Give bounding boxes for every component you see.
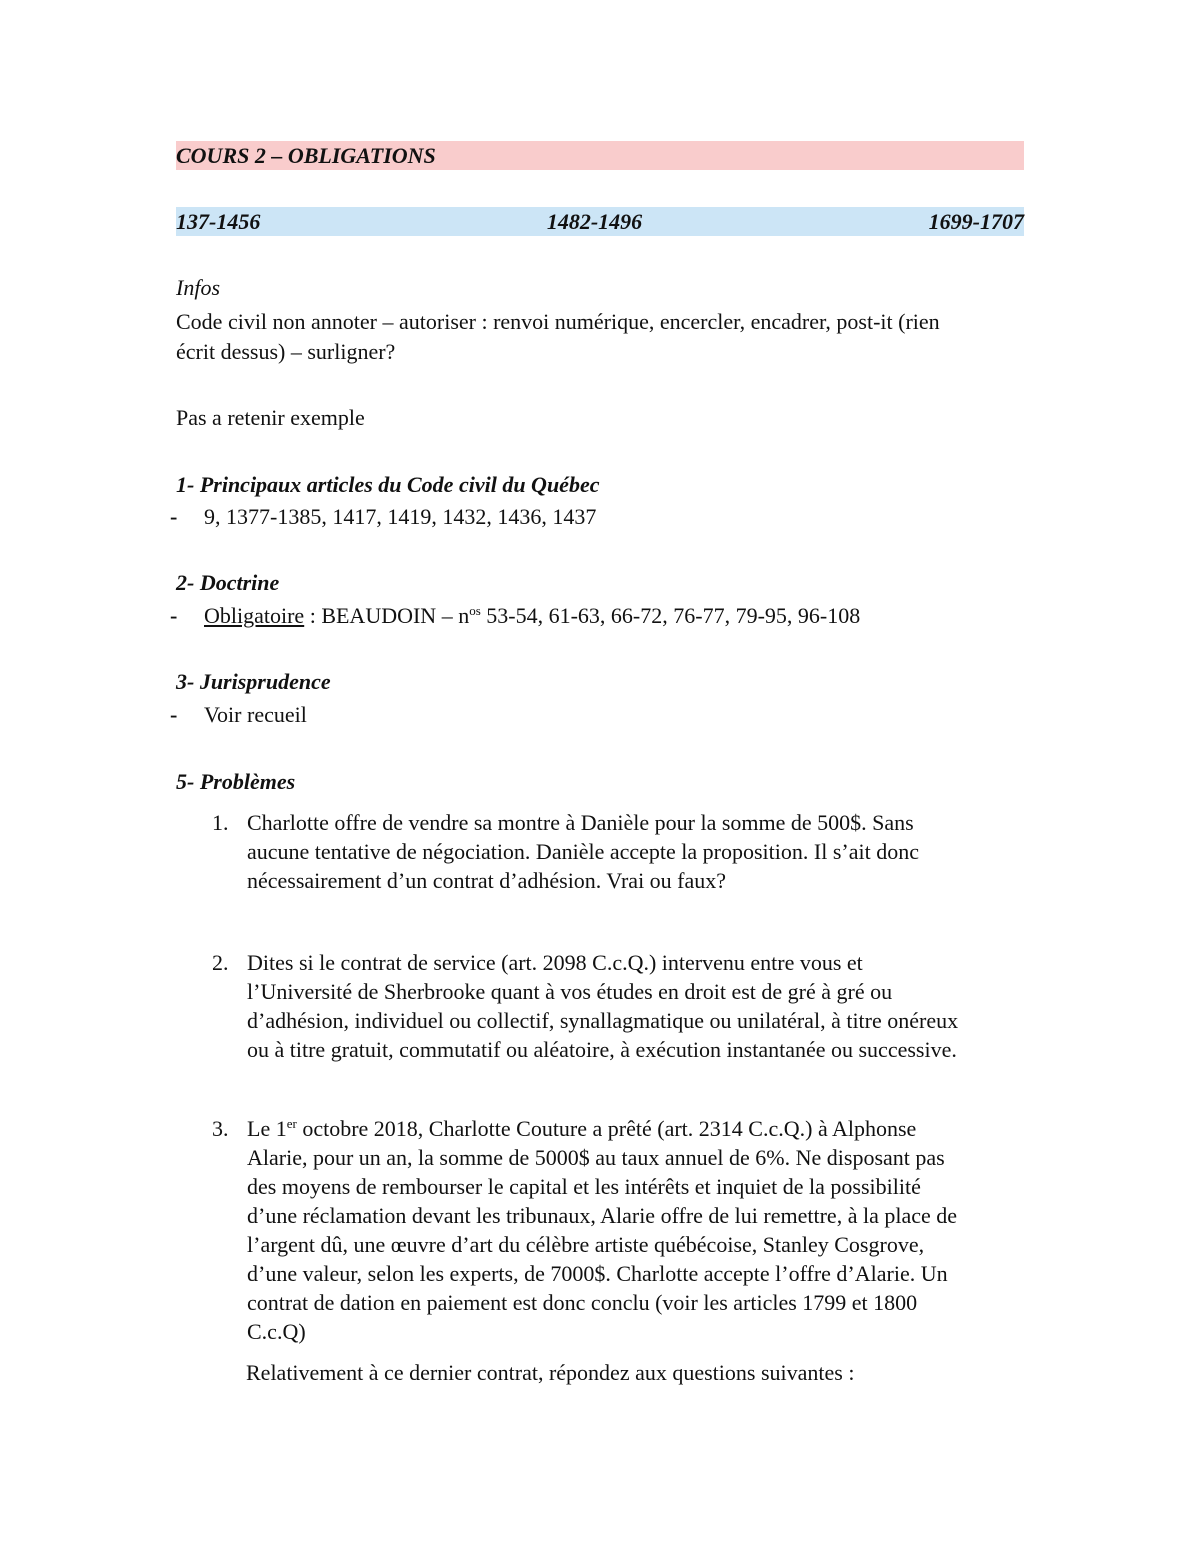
problem-line: Dites si le contrat de service (art. 2098 C.c.Q.) intervenu entre vous et [247, 950, 863, 975]
bullet-dash: - [170, 702, 178, 727]
doctrine-sup: os [469, 603, 481, 618]
problem-number: 3. [212, 1116, 229, 1141]
problem-line: aucune tentative de négociation. Danièle accepte la proposition. Il s’ait donc [247, 839, 919, 864]
problem-3-text-post: octobre 2018, Charlotte Couture a prêté (art. 2314 C.c.Q.) à Alphonse [296, 1116, 917, 1141]
section-3-bullet-text: Voir recueil [204, 702, 307, 727]
problem-line: des moyens de rembourser le capital et les intérêts et inquiet de la possibilité [247, 1174, 921, 1199]
course-title-band [176, 141, 1024, 170]
doctrine-author: : BEAUDOIN – n [304, 603, 470, 628]
article-ranges-band [176, 207, 1024, 236]
problem-line: Alarie, pour un an, la somme de 5000$ au taux annuel de 6%. Ne disposant pas [247, 1145, 945, 1170]
problem-3-followup: Relativement à ce dernier contrat, répondez aux questions suivantes : [246, 1360, 855, 1385]
problem-line: d’adhésion, individuel ou collectif, synallagmatique ou unilatéral, à titre onéreux [247, 1008, 959, 1033]
infos-heading: Infos [176, 275, 220, 300]
section-1-heading: 1- Principaux articles du Code civil du Québec [176, 472, 600, 497]
problem-line: nécessairement d’un contrat d’adhésion. Vrai ou faux? [247, 868, 727, 893]
problem-number: 1. [212, 810, 229, 835]
section-2-bullet-text [204, 601, 860, 630]
problem-line: l’argent dû, une œuvre d’art du célèbre artiste québécoise, Stanley Cosgrove, [247, 1232, 925, 1257]
bullet-dash: - [170, 603, 178, 628]
section-3-heading: 3- Jurisprudence [176, 669, 331, 694]
problem-3-text-pre: Le 1 [247, 1116, 287, 1141]
infos-line-2: écrit dessus) – surligner? [176, 339, 396, 364]
problem-3-sup: er [286, 1116, 297, 1131]
infos-line-1: Code civil non annoter – autoriser : renvoi numérique, encercler, encadrer, post-it (rien [176, 309, 940, 334]
problem-line: ou à titre gratuit, commutatif ou aléatoire, à exécution instantanée ou successive. [247, 1037, 957, 1062]
problem-number: 2. [212, 950, 229, 975]
article-range-2: 1482-1496 [546, 209, 643, 234]
problem-line: C.c.Q) [247, 1319, 306, 1344]
section-2-heading: 2- Doctrine [176, 570, 280, 595]
article-range-1: 137-1456 [176, 209, 261, 234]
doctrine-label: Obligatoire [204, 603, 305, 628]
problem-line: Charlotte offre de vendre sa montre à Danièle pour la somme de 500$. Sans [247, 810, 914, 835]
article-range-3: 1699-1707 [928, 209, 1024, 234]
problem-line [247, 1114, 1022, 1143]
problem-line: l’Université de Sherbrooke quant à vos études en droit est de gré à gré ou [247, 979, 893, 1004]
infos-note: Pas a retenir exemple [176, 405, 365, 430]
section-1-bullet-text: 9, 1377-1385, 1417, 1419, 1432, 1436, 1437 [204, 504, 597, 529]
problem-line: contrat de dation en paiement est donc conclu (voir les articles 1799 et 1800 [247, 1290, 918, 1315]
problem-line: d’une valeur, selon les experts, de 7000$. Charlotte accepte l’offre d’Alarie. Un [247, 1261, 948, 1286]
section-5-heading: 5- Problèmes [176, 769, 296, 794]
course-title: COURS 2 – OBLIGATIONS [176, 143, 436, 168]
problem-line: d’une réclamation devant les tribunaux, Alarie offre de lui remettre, à la place de [247, 1203, 958, 1228]
doctrine-numbers: 53-54, 61-63, 66-72, 76-77, 79-95, 96-108 [480, 603, 861, 628]
bullet-dash: - [170, 504, 178, 529]
